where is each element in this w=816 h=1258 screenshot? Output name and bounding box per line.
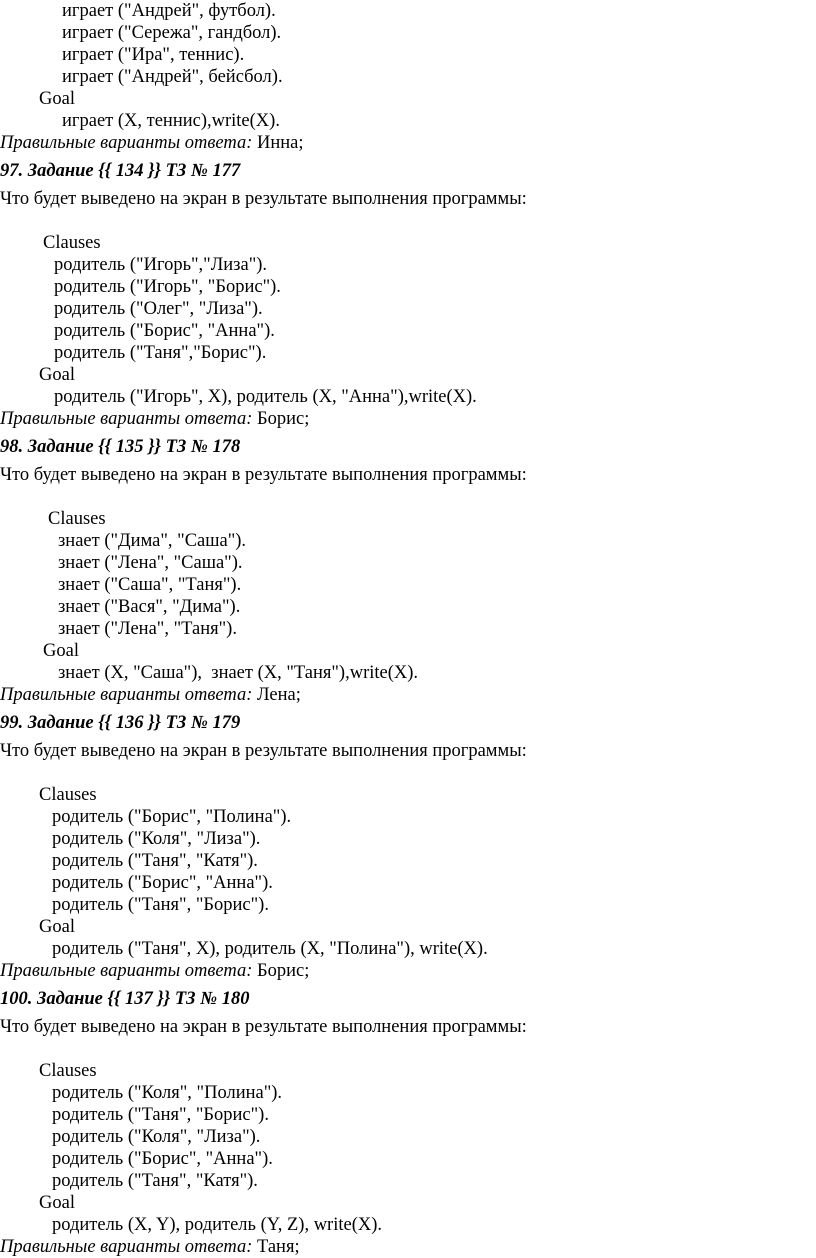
- clause-line: родитель ("Таня", "Катя").: [52, 851, 258, 871]
- goal-keyword: Goal: [43, 641, 79, 661]
- clause-line: родитель ("Борис", "Полина").: [52, 807, 292, 827]
- goal-line: родитель ("Таня", X), родитель (X, "Полина"), write(X).: [52, 939, 488, 959]
- answer-label: Правильные варианты ответа:: [0, 961, 253, 981]
- answer-label: Правильные варианты ответа:: [0, 685, 253, 705]
- answer-label: Правильные варианты ответа:: [0, 1237, 253, 1257]
- task-title: 98. Задание {{ 135 }} ТЗ № 178: [0, 437, 241, 457]
- goal-line: родитель ("Игорь", X), родитель (X, "Анна"),write(X).: [54, 387, 477, 407]
- prev-clause-line: играет ("Ира", теннис).: [62, 45, 245, 65]
- prev-goal-keyword: Goal: [39, 89, 75, 109]
- clause-line: родитель ("Борис", "Анна").: [52, 1149, 273, 1169]
- task-title: 99. Задание {{ 136 }} ТЗ № 179: [0, 713, 241, 733]
- clause-line: родитель ("Таня", "Борис").: [52, 1105, 269, 1125]
- clause-line: родитель ("Коля", "Лиза").: [52, 1127, 261, 1147]
- answer-label: Правильные варианты ответа:: [0, 133, 253, 153]
- task-question: Что будет выведено на экран в результате выполнения программы:: [0, 741, 527, 761]
- prev-clause-line: играет ("Сережа", гандбол).: [62, 23, 282, 43]
- task-answer: [0, 684, 301, 706]
- task-question: Что будет выведено на экран в результате выполнения программы:: [0, 1017, 527, 1037]
- task-answer: [0, 408, 309, 430]
- clauses-keyword: Clauses: [39, 785, 97, 805]
- clause-line: родитель ("Борис", "Анна").: [52, 873, 273, 893]
- clause-line: родитель ("Олег", "Лиза").: [54, 299, 263, 319]
- task-answer: [0, 960, 309, 982]
- prev-clause-line: играет ("Андрей", бейсбол).: [62, 67, 283, 87]
- clauses-keyword: Clauses: [39, 1061, 97, 1081]
- clause-line: родитель ("Коля", "Лиза").: [52, 829, 261, 849]
- clause-line: родитель ("Игорь","Лиза").: [54, 255, 268, 275]
- prev-answer: [0, 132, 304, 154]
- clause-line: родитель ("Коля", "Полина").: [52, 1083, 283, 1103]
- clause-line: родитель ("Борис", "Анна").: [54, 321, 275, 341]
- clause-line: родитель ("Таня", "Борис").: [52, 895, 269, 915]
- answer-label: Правильные варианты ответа:: [0, 409, 253, 429]
- clause-line: знает ("Вася", "Дима").: [58, 597, 241, 617]
- answer-value: Инна;: [252, 133, 304, 153]
- task-question: Что будет выведено на экран в результате выполнения программы:: [0, 465, 527, 485]
- clause-line: знает ("Лена", "Таня").: [58, 619, 237, 639]
- answer-value: Борис;: [252, 409, 310, 429]
- task-answer: [0, 1236, 300, 1258]
- clause-line: знает ("Лена", "Саша").: [58, 553, 243, 573]
- task-question: Что будет выведено на экран в результате выполнения программы:: [0, 189, 527, 209]
- answer-value: Лена;: [252, 685, 301, 705]
- clauses-keyword: Clauses: [48, 509, 106, 529]
- answer-value: Таня;: [252, 1237, 300, 1257]
- goal-line: знает (X, "Саша"), знает (X, "Таня"),write(X).: [58, 663, 419, 683]
- goal-keyword: Goal: [39, 1193, 75, 1213]
- clause-line: знает ("Саша", "Таня").: [58, 575, 242, 595]
- task-title: 100. Задание {{ 137 }} ТЗ № 180: [0, 989, 250, 1009]
- clause-line: знает ("Дима", "Саша").: [58, 531, 247, 551]
- clauses-keyword: Clauses: [43, 233, 101, 253]
- prev-clause-line: играет ("Андрей", футбол).: [62, 1, 276, 21]
- clause-line: родитель ("Таня", "Катя").: [52, 1171, 258, 1191]
- prev-goal-line: играет (X, теннис),write(X).: [62, 111, 280, 131]
- goal-keyword: Goal: [39, 917, 75, 937]
- goal-keyword: Goal: [39, 365, 75, 385]
- answer-value: Борис;: [252, 961, 310, 981]
- clause-line: родитель ("Игорь", "Борис").: [54, 277, 281, 297]
- goal-line: родитель (X, Y), родитель (Y, Z), write(X).: [52, 1215, 383, 1235]
- task-title: 97. Задание {{ 134 }} ТЗ № 177: [0, 161, 241, 181]
- clause-line: родитель ("Таня","Борис").: [54, 343, 267, 363]
